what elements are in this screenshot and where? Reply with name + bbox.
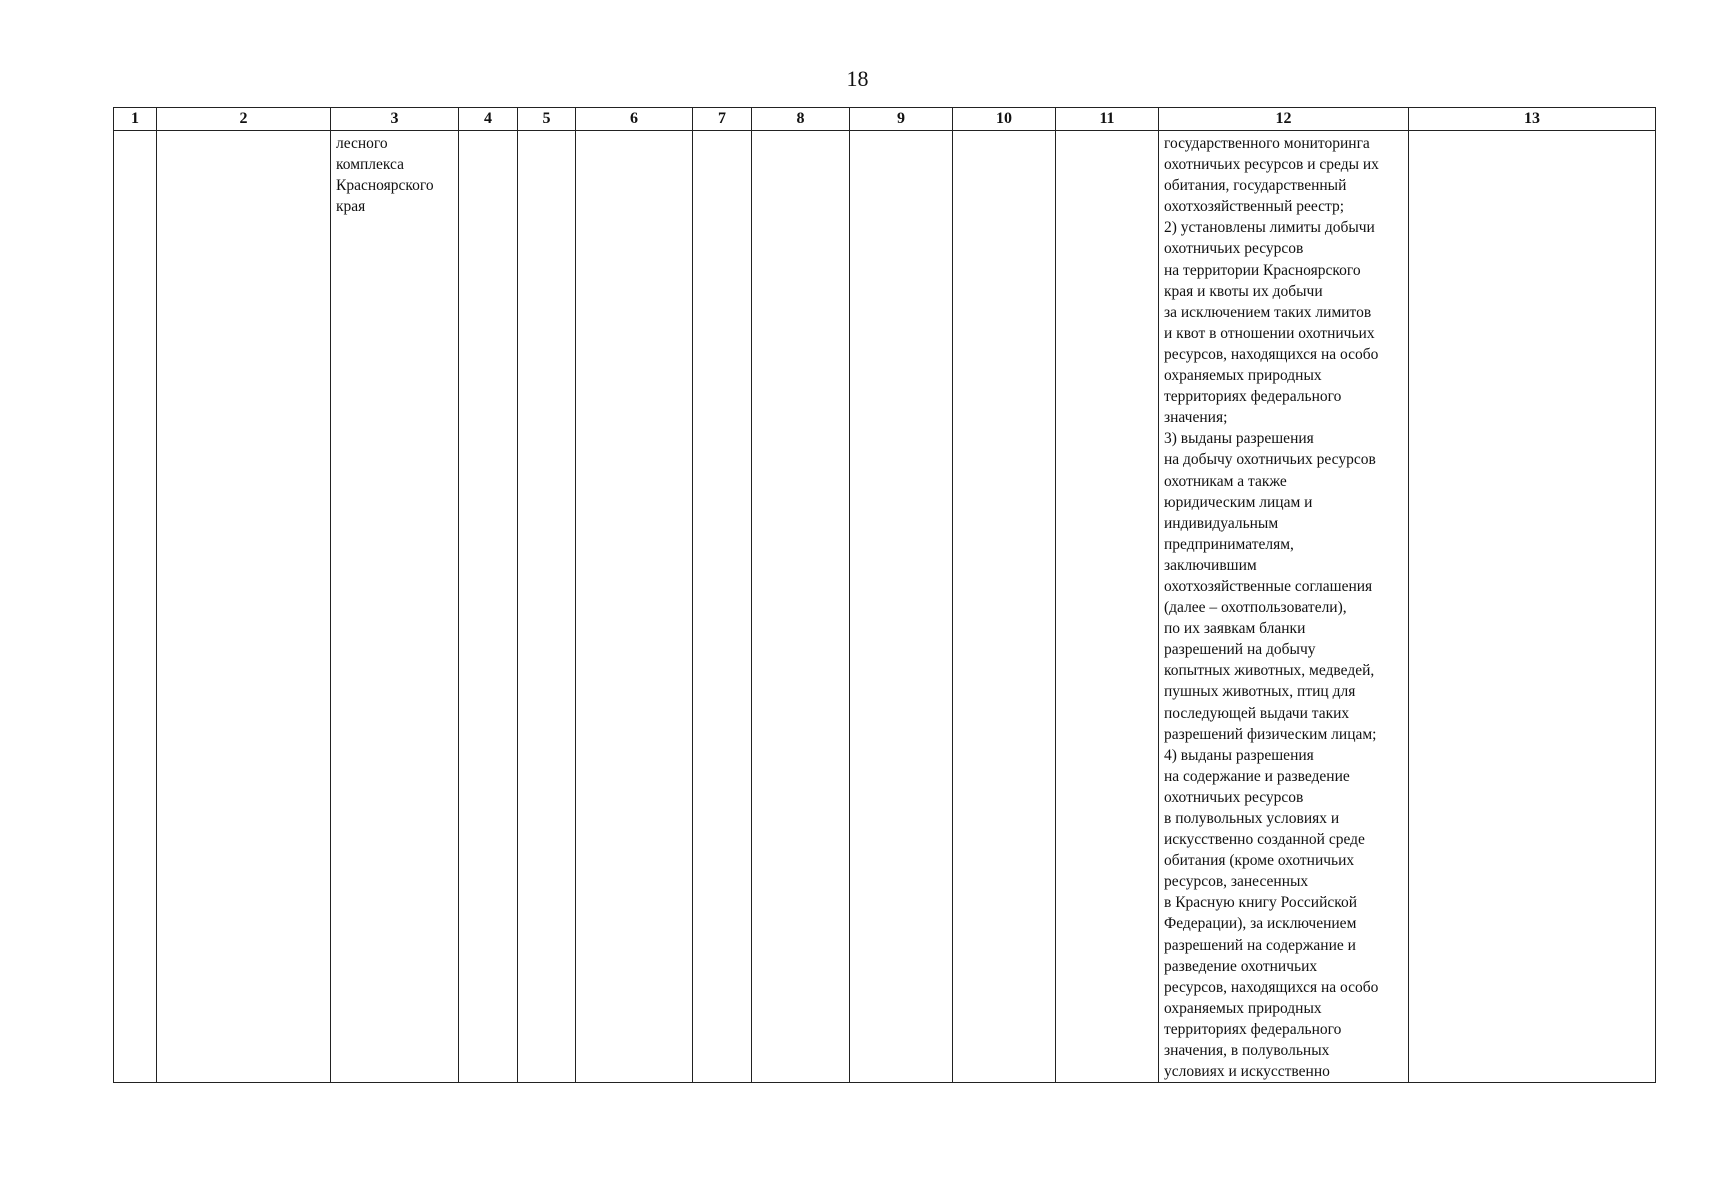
column-header-13: 13 [1409, 108, 1656, 131]
cell-text-line: пушных животных, птиц для [1164, 683, 1356, 701]
cell-text-line: искусственно созданной среде [1164, 831, 1365, 849]
cell-text-line: комплекса [336, 156, 405, 174]
table-row [114, 131, 1656, 1083]
cell-text-line: значения, в полувольных [1164, 1042, 1330, 1060]
cell-col4 [459, 131, 518, 1083]
cell-text-line: на добычу охотничьих ресурсов [1164, 451, 1376, 469]
column-header-9: 9 [850, 108, 953, 131]
cell-col9 [850, 131, 953, 1083]
cell-text-line: охраняемых природных [1164, 999, 1322, 1017]
cell-col13 [1409, 131, 1656, 1083]
cell-text-line: охотхозяйственные соглашения [1164, 577, 1373, 595]
cell-text-line: на содержание и разведение [1164, 767, 1350, 785]
cell-text-line: заключившим [1164, 556, 1257, 574]
cell-text-line: юридическим лицам и [1164, 493, 1313, 511]
cell-text-line: значения; [1164, 409, 1228, 427]
cell-text-line: и квот в отношении охотничьих [1164, 324, 1375, 342]
cell-text-line: охотхозяйственный реестр; [1164, 198, 1345, 216]
column-header-7: 7 [693, 108, 752, 131]
cell-text-line: охотникам а также [1164, 472, 1287, 490]
cell-text-line: обитания (кроме охотничьих [1164, 852, 1355, 870]
cell-col7 [693, 131, 752, 1083]
cell-text-line: обитания, государственный [1164, 177, 1347, 195]
table-header-row [114, 108, 1656, 131]
document-table [113, 107, 1656, 1083]
column-header-5: 5 [518, 108, 576, 131]
cell-text-line: (далее – охотпользователи), [1164, 599, 1347, 617]
cell-text-line: в полувольных условиях и [1164, 810, 1340, 827]
cell-col3 [331, 131, 459, 1083]
column-header-8: 8 [752, 108, 850, 131]
cell-col10 [953, 131, 1056, 1083]
cell-text-line: разведение охотничьих [1164, 957, 1318, 975]
cell-col6 [576, 131, 693, 1083]
cell-text-line: на территории Красноярского [1164, 261, 1361, 279]
column-header-6: 6 [576, 108, 693, 131]
cell-text-line: охотничьих ресурсов [1164, 240, 1304, 258]
cell-text-line: края [336, 198, 366, 216]
column-header-12: 12 [1159, 108, 1409, 131]
column-header-10: 10 [953, 108, 1056, 131]
cell-text-line: охотничьих ресурсов [1164, 788, 1304, 806]
column-header-1: 1 [114, 108, 157, 131]
cell-text-line: условиях и искусственно [1164, 1063, 1330, 1081]
cell-text-line: ресурсов, занесенных [1164, 873, 1309, 891]
cell-text-line: разрешений на добычу [1164, 641, 1316, 659]
column-header-2: 2 [157, 108, 331, 131]
cell-text-line: ресурсов, находящихся на особо [1164, 978, 1379, 996]
cell-text-line: за исключением таких лимитов [1164, 303, 1372, 321]
cell-text-line: индивидуальным [1164, 514, 1279, 532]
cell-col1 [114, 131, 157, 1083]
cell-col2 [157, 131, 331, 1083]
cell-text-line: лесного [336, 135, 388, 152]
cell-text-line: по их заявкам бланки [1164, 620, 1306, 638]
cell-text-line: 3) выданы разрешения [1164, 430, 1314, 448]
cell-text-line: последующей выдачи таких [1164, 704, 1350, 722]
cell-text-line: Федерации), за исключением [1164, 915, 1357, 933]
cell-text-line: 4) выданы разрешения [1164, 746, 1314, 764]
cell-col5 [518, 131, 576, 1083]
cell-text-line: государственного мониторинга [1164, 135, 1370, 152]
cell-text-line: охраняемых природных [1164, 367, 1322, 385]
cell-text-line: края и квоты их добычи [1164, 282, 1323, 300]
column-header-4: 4 [459, 108, 518, 131]
cell-text-line: Красноярского [336, 177, 434, 195]
cell-text-line: разрешений на содержание и [1164, 936, 1356, 954]
cell-col11 [1056, 131, 1159, 1083]
column-header-11: 11 [1056, 108, 1159, 131]
column-header-3: 3 [331, 108, 459, 131]
cell-text-line: в Красную книгу Российской [1164, 894, 1358, 912]
cell-text-line: охотничьих ресурсов и среды их [1164, 156, 1379, 174]
cell-text-line: 2) установлены лимиты добычи [1164, 219, 1375, 237]
page-number: 18 [846, 66, 869, 91]
cell-text-line: территориях федерального [1164, 1020, 1342, 1038]
cell-col12 [1159, 131, 1409, 1083]
cell-text-line: предпринимателям, [1164, 535, 1294, 553]
cell-col8 [752, 131, 850, 1083]
cell-text-line: территориях федерального [1164, 388, 1342, 406]
cell-text-line: ресурсов, находящихся на особо [1164, 345, 1379, 363]
cell-text-line: разрешений физическим лицам; [1164, 725, 1377, 743]
cell-text-line: копытных животных, медведей, [1164, 662, 1375, 680]
